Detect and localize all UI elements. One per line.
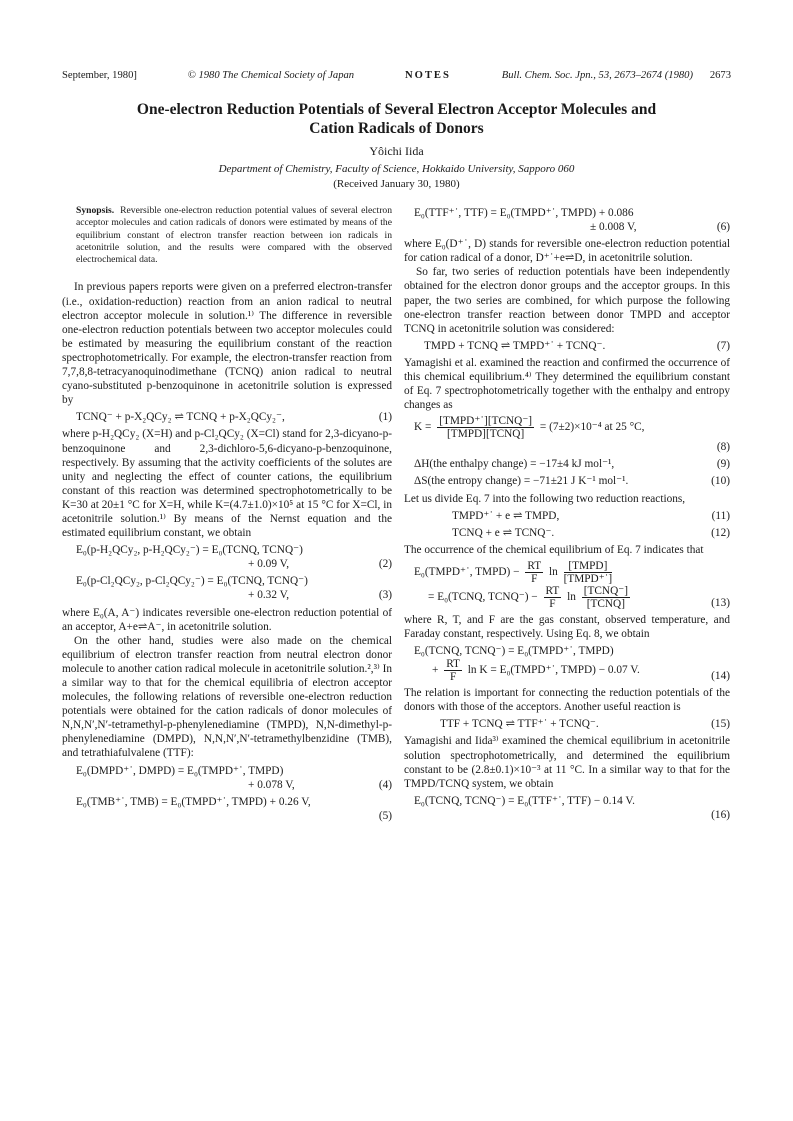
received-date: (Received January 30, 1980): [333, 178, 460, 190]
equation-text: + 0.09 V,: [248, 558, 290, 571]
equation-1: [62, 410, 392, 424]
equation-number: (7): [716, 339, 730, 352]
equation-6: [404, 206, 730, 234]
equation-text: ΔH(the enthalpy change) = −17±4 kJ mol⁻¹,: [414, 458, 615, 471]
equation-text: = (7±2)×10⁻⁴ at 25 °C,: [539, 421, 645, 434]
equation-text: ln: [548, 565, 558, 578]
equation-text: E₀(TMB⁺˙, TMB) = E₀(TMPD⁺˙, TMPD) + 0.26 V,: [76, 795, 311, 808]
right-column: [404, 203, 730, 825]
fraction: [444, 658, 462, 683]
equation-15: [404, 717, 730, 731]
synopsis-text: Reversible one-electron reduction potential values of several electron acceptor molecules and cation radicals of donors were estimated by means of the equilibrium constant of electron transfer reaction between ion radicals in acetonitrile solution, and the results were compared with the observed electrochemical data.: [76, 205, 392, 266]
equation-number: (16): [711, 808, 730, 821]
header-citation: Bull. Chem. Soc. Jpn., 53, 2673–2674 (1980): [501, 70, 693, 81]
paragraph: where R, T, and F are the gas constant, observed temperature, and Faraday constant, respectively. Using Eq. 8, we obtain: [404, 613, 730, 640]
fraction: [437, 415, 534, 440]
equation-2: [62, 543, 392, 571]
equation-13: [404, 560, 730, 610]
equation-4: [62, 764, 392, 792]
equation-number: (11): [711, 509, 730, 522]
equation-text: + 0.078 V,: [248, 778, 295, 791]
equation-text: TCNQ⁻ + p-X₂QCy₂ ⇌ TCNQ + p-X₂QCy₂⁻,: [76, 411, 285, 424]
equation-number: (4): [378, 778, 392, 791]
equation-text: E₀(p-Cl₂QCy₂, p-Cl₂QCy₂⁻) = E₀(TCNQ, TCNQ⁻): [76, 575, 308, 588]
equation-14: [404, 644, 730, 683]
fraction: [564, 560, 613, 585]
equation-3: [62, 574, 392, 602]
equation-9: [404, 457, 730, 471]
equation-text: = E₀(TCNQ, TCNQ⁻) −: [428, 590, 538, 603]
paragraph: where E₀(A, A⁻) indicates reversible one-electron reduction potential of an acceptor, A+e⇌A⁻, in acetonitrile solution.: [62, 606, 392, 633]
equation-text: K =: [414, 421, 432, 434]
equation-number: (3): [378, 589, 392, 602]
equation-10: [404, 474, 730, 488]
equation-number: (14): [711, 670, 730, 683]
equation-16: [404, 794, 730, 822]
equation-text: E₀(TCNQ, TCNQ⁻) = E₀(TTF⁺˙, TTF) − 0.14 V.: [414, 794, 635, 807]
synopsis: [76, 205, 392, 266]
equation-text: ΔS(the entropy change) = −71±21 J K⁻¹ mol⁻¹.: [414, 475, 629, 488]
paragraph: On the other hand, studies were also made on the chemical equilibrium of electron transfer reaction from neutral electron donor molecule to another cation radical molecule in acetonitrile solution.²,³⁾ In a similar way to that for the chemical equilibria of electron acceptor molecules, the following relations of reversible one-electron reduction potentials were obtained for the cation radicals of donor molecules of N,N,N′,N′-tetramethyl-p-phenylenediamine (TMPD), N,N-dimethyl-p-phenylenediamine (DMPD), N,N,N′,N′-tetramethylbenzidine (TMB), and tetrathiafulvalene (TTF):: [62, 634, 392, 760]
paragraph: where E₀(D⁺˙, D) stands for reversible one-electron reduction potential for cation radical of a donor, D⁺˙+e⇌D, in acetonitrile solution.: [404, 238, 730, 265]
title-text: One-electron Reduction Potentials of Several Electron Acceptor Molecules and Cation Radicals of Donors: [136, 101, 657, 137]
equation-number: (10): [711, 475, 730, 488]
fraction: [525, 560, 543, 585]
numerator: RT: [527, 559, 542, 572]
denominator: [TMPD⁺˙]: [563, 572, 613, 585]
equation-text: + 0.32 V,: [248, 589, 290, 602]
denominator: [TCNQ]: [586, 597, 625, 610]
equation-number: (6): [716, 221, 730, 234]
equation-number: (9): [716, 458, 730, 471]
fraction: [544, 585, 562, 610]
equation-8: [404, 415, 730, 454]
denominator: [TMPD][TCNQ]: [447, 428, 525, 441]
denominator: F: [531, 572, 538, 585]
equation-number: (13): [711, 596, 730, 609]
paragraph: Yamagishi and Iida³⁾ examined the chemical equilibrium in acetonitrile solution spectrophotometrically, and determined the equilibrium constant to be (2.8±0.1)×10⁻³ at 11 °C. In a similar way to that for the TMPD/TCNQ system, we obtain: [404, 735, 730, 790]
numerator: [TCNQ⁻]: [583, 584, 628, 597]
left-column: [62, 205, 392, 826]
paragraph: So far, two series of reduction potentials have been independently obtained for the electron donor groups and the acceptor groups. In this paper, the two series are combined, for which purpose the following one-electron transfer reaction between donor TMPD and acceptor TCNQ in acetonitrile solution was considered:: [404, 266, 730, 335]
equation-text: E₀(TCNQ, TCNQ⁻) = E₀(TMPD⁺˙, TMPD): [414, 645, 614, 658]
equation-text: E₀(TMPD⁺˙, TMPD) −: [414, 565, 520, 578]
paper-title: [0, 100, 793, 138]
paragraph: Yamagishi et al. examined the reaction and confirmed the occurrence of this chemical equilibrium.⁴⁾ They determined the equilibrium constant of Eq. 7 spectrophotometrically together with the enthalpy and entropy changes as: [404, 356, 730, 412]
equation-number: (2): [378, 558, 392, 571]
header-date: September, 1980]: [62, 70, 137, 81]
paragraph: The relation is important for connecting the reduction potentials of the donors with those of the acceptors. Another useful reaction is: [404, 687, 730, 714]
equation-number: (5): [378, 809, 392, 822]
paragraph: In previous papers reports were given on a preferred electron-transfer (i.e., oxidation-reduction) reaction from an anion radical to neutral electron acceptor molecule in solution.¹⁾ The difference in reversible one-electron reduction potentials between two acceptor molecules could be estimated by measuring the equilibrium constant of the reaction spectrophotometrically. For example, the electron-transfer reaction from 7,7,8,8-tetracyanoquinodimethane (TCNQ) anion radical to neutral cyano-substituted p-benzoquinone in acetonitrile solution is expressed by: [62, 281, 392, 407]
equation-text: TTF + TCNQ ⇌ TTF⁺˙ + TCNQ⁻.: [440, 718, 599, 731]
equation-text: ln: [567, 590, 576, 603]
equation-number: (15): [711, 718, 730, 731]
synopsis-label: Synopsis.: [76, 205, 115, 216]
equation-text: TMPD + TCNQ ⇌ TMPD⁺˙ + TCNQ⁻.: [424, 339, 606, 352]
paragraph: Let us divide Eq. 7 into the following two reduction reactions,: [404, 492, 686, 505]
denominator: F: [449, 671, 457, 684]
header-section: NOTES: [404, 70, 451, 81]
paragraph: where p-H₂QCy₂ (X=H) and p-Cl₂QCy₂ (X=Cl) stand for 2,3-dicyano-p-benzoquinone and 2,3-dichloro-5,6-dicyano-p-benzoquinone, respectively. By assuming that the activity coefficients of the solutes are unity and neglecting the effect of counter cations, the equilibrium constant of this reaction was determined spectrophotometrically to be K=30 at 20±1 °C for X=H, while K=(4.7±1.0)×10⁵ at 15 °C for X=Cl, in acetonitrile solution.¹⁾ By means of the Nernst equation and the estimated equilibrium constant, we obtain: [62, 428, 392, 540]
equation-text: +: [432, 664, 439, 677]
equation-text: TMPD⁺˙ + e ⇌ TMPD,: [452, 509, 560, 522]
denominator: F: [549, 597, 556, 610]
equation-text: ± 0.008 V,: [590, 221, 637, 234]
affiliation: Department of Chemistry, Faculty of Science, Hokkaido University, Sapporo 060: [218, 163, 575, 175]
numerator: [TMPD]: [564, 560, 613, 573]
equation-text: E₀(TTF⁺˙, TTF) = E₀(TMPD⁺˙, TMPD) + 0.086: [414, 207, 634, 219]
fraction: [582, 585, 630, 610]
equation-number: (8): [716, 441, 730, 454]
equation-number: (1): [378, 411, 392, 424]
equation-text: E₀(DMPD⁺˙, DMPD) = E₀(TMPD⁺˙, TMPD): [76, 764, 284, 777]
running-header: [62, 70, 693, 86]
equation-5: [62, 795, 392, 823]
equation-11: [404, 509, 730, 523]
equation-text: TCNQ + e ⇌ TCNQ⁻.: [452, 526, 555, 539]
numerator: [TMPD⁺˙][TCNQ⁻]: [439, 415, 533, 428]
numerator: RT: [545, 584, 560, 597]
equation-text: E₀(p-H₂QCy₂, p-H₂QCy₂⁻) = E₀(TCNQ, TCNQ⁻): [76, 544, 303, 557]
author: Yôichi Iida: [369, 144, 424, 158]
equation-text: ln K = E₀(TMPD⁺˙, TMPD) − 0.07 V.: [467, 664, 640, 677]
header-copyright: © 1980 The Chemical Society of Japan: [187, 70, 355, 81]
equation-number: (12): [711, 526, 730, 539]
page-number: 2673: [709, 70, 731, 81]
numerator: RT: [446, 658, 460, 671]
paragraph: The occurrence of the chemical equilibrium of Eq. 7 indicates that: [404, 543, 704, 556]
equation-7: [404, 339, 730, 353]
equation-12: [404, 526, 730, 540]
